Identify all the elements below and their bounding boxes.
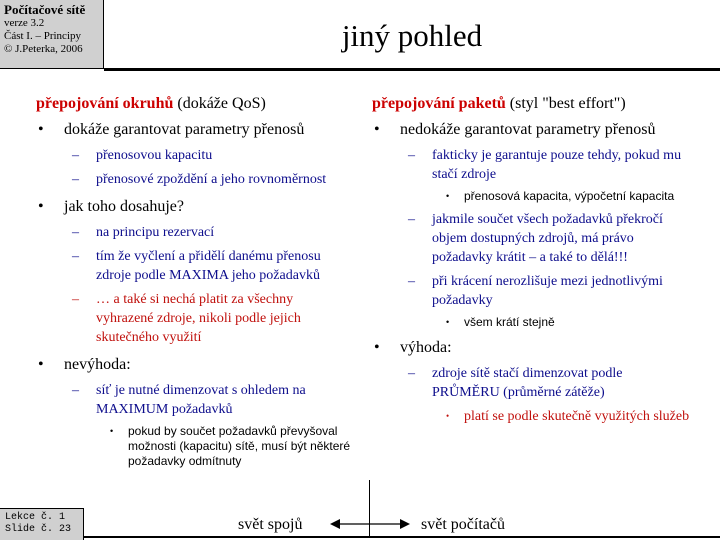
right-heading [372,94,692,114]
bullet-text: nevýhoda: [64,356,131,373]
right-heading-red: přepojování paketů [372,95,506,112]
slide-title: jiný pohled [341,18,483,53]
bullet-item [372,120,692,140]
sub-sub-text: všem krátí stejně [464,315,555,329]
bullet-item [36,197,352,217]
sub-text: fakticky je garantuje pouze tehdy, pokud mu stačí zdroje [432,148,682,182]
small-bullet-icon: • [446,191,450,201]
sub-text: přenosovou kapacitu [96,148,213,163]
dash-icon: – [408,274,415,289]
sub-item [372,210,692,267]
slide-number-label: Slide č. 23 [5,524,72,535]
bullet-text: nedokáže garantovat parametry přenosů [400,121,656,138]
bullet-item [36,120,352,140]
bullet-item [372,338,692,358]
bullet-item [36,355,352,375]
copyright-label: © J.Peterka, 2006 [4,43,83,55]
right-column [372,94,692,432]
sub-sub-item [372,315,692,330]
dash-icon: – [72,249,79,264]
dash-icon: – [72,148,79,163]
sub-item [36,170,352,189]
dash-icon: – [72,172,79,187]
footer-right-label: svět počítačů [421,516,505,533]
bullet-icon: • [38,356,44,373]
bullet-icon: • [374,121,380,138]
left-heading-red: přepojování okruhů [36,95,174,112]
sub-item [372,364,692,402]
bullet-icon: • [374,339,380,356]
left-heading [36,94,352,114]
dash-icon: – [408,366,415,381]
sub-text: při krácení nerozlišuje mezi jednotlivými požadavky [432,274,663,308]
sub-item [36,381,352,419]
sub-sub-item [36,424,352,469]
bullet-text: jak toho dosahuje? [64,198,184,215]
dash-icon: – [72,383,79,398]
sub-sub-text: pokud by součet požadavků převyšoval možnosti (kapacitu) sítě, musí být některé požadavky odmítnuty [128,424,351,468]
bullet-text: výhoda: [400,339,452,356]
sub-sub-text: platí se podle skutečně využitých služeb [464,409,690,424]
header-divider [104,68,720,71]
bullet-icon: • [38,198,44,215]
bullet-icon: • [38,121,44,138]
small-bullet-icon: • [446,411,450,421]
lecture-label: Lekce č. 1 [5,512,66,523]
dash-icon: – [72,292,79,307]
small-bullet-icon: • [446,317,450,327]
sub-text: jakmile součet všech požadavků překročí objem dostupných zdrojů, má právo požadavky krátit – a také to dělá!!! [432,212,663,265]
part-label: Část I. – Principy [4,30,81,42]
sub-item [36,223,352,242]
sub-text: tím že vyčlení a přidělí danému přenosu zdroje podle MAXIMA jeho požadavků [96,249,321,283]
course-title: Počítačové sítě [4,2,86,17]
small-bullet-icon: • [110,426,114,436]
dash-icon: – [408,148,415,163]
footer-divider [84,536,720,538]
left-column [36,94,352,475]
left-heading-rest: (dokáže QoS) [173,95,266,112]
sub-text: … a také si nechá platit za všechny vyhrazené zdroje, nikoli podle jejich skutečného využití [96,292,301,345]
footer-info-box [0,508,84,540]
version-label: verze 3.2 [4,17,45,29]
sub-item [36,146,352,165]
sub-text: přenosové zpoždění a jeho rovnoměrnost [96,172,327,187]
bullet-text: dokáže garantovat parametry přenosů [64,121,305,138]
dash-icon: – [72,225,79,240]
sub-item [372,146,692,184]
dash-icon: – [408,212,415,227]
right-heading-rest: (styl "best effort") [505,95,626,112]
sub-text: síť je nutné dimenzovat s ohledem na MAXIMUM požadavků [96,383,306,417]
sub-sub-item [372,189,692,204]
sub-item-red [36,290,352,347]
sub-item [36,247,352,285]
footer-left-label: svět spojů [238,516,303,533]
sub-text: na principu rezervací [96,225,215,240]
double-arrow-icon [330,517,410,531]
sub-text: zdroje sítě stačí dimenzovat podle PRŮMĚRU (průměrné zátěže) [432,366,623,400]
header-info-box [0,0,104,69]
sub-item [372,272,692,310]
sub-sub-text: přenosová kapacita, výpočetní kapacita [464,189,675,203]
sub-sub-item-red [372,407,692,426]
